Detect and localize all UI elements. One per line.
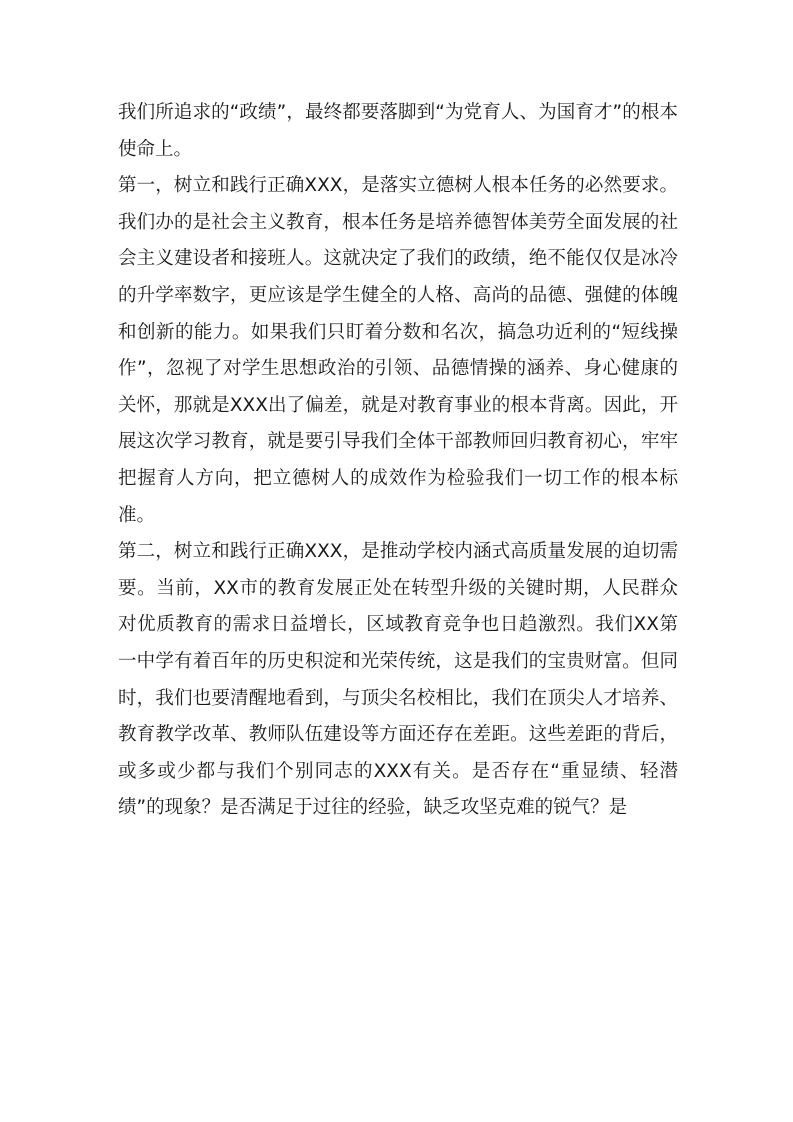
- paragraph-first-point: 第一，树立和践行正确XXX，是落实立德树人根本任务的必然要求。我们办的是社会主义教育，根本任务是培养德智体美劳全面发展的社会主义建设者和接班人。这就决定了我们的政绩，绝不能仅仅是冰冷的升学率数字，更应该是学生健全的人格、高尚的品德、强健的体魄和创新的能力。如果我们只盯着分数和名次，搞急功近利的“短线操作”，忽视了对学生思想政治的引领、品德情操的涵养、身心健康的关怀，那就是XXX出了偏差，就是对教育事业的根本背离。因此，开展这次学习教育，就是要引导我们全体干部教师回归教育初心，牢牢把握育人方向，把立德树人的成效作为检验我们一切工作的根本标准。: [118, 175, 678, 526]
- document-body: [118, 95, 678, 827]
- paragraph-intro-continuation: 我们所追求的“政绩”，最终都要落脚到“为党育人、为国育才”的根本使命上。: [118, 102, 678, 160]
- paragraph-second-point: 第二，树立和践行正确XXX，是推动学校内涵式高质量发展的迫切需要。当前，XX市的教育发展正处在转型升级的关键时期，人民群众对优质教育的需求日益增长，区域教育竞争也日趋激烈。我们XX第一中学有着百年的历史积淀和光荣传统，这是我们的宝贵财富。但同时，我们也要清醒地看到，与顶尖名校相比，我们在顶尖人才培养、教育教学改革、教师队伍建设等方面还存在差距。这些差距的背后，或多或少都与我们个别同志的XXX有关。是否存在“重显绩、轻潜绩”的现象？是否满足于过往的经验，缺乏攻坚克难的锐气？是: [118, 541, 678, 819]
